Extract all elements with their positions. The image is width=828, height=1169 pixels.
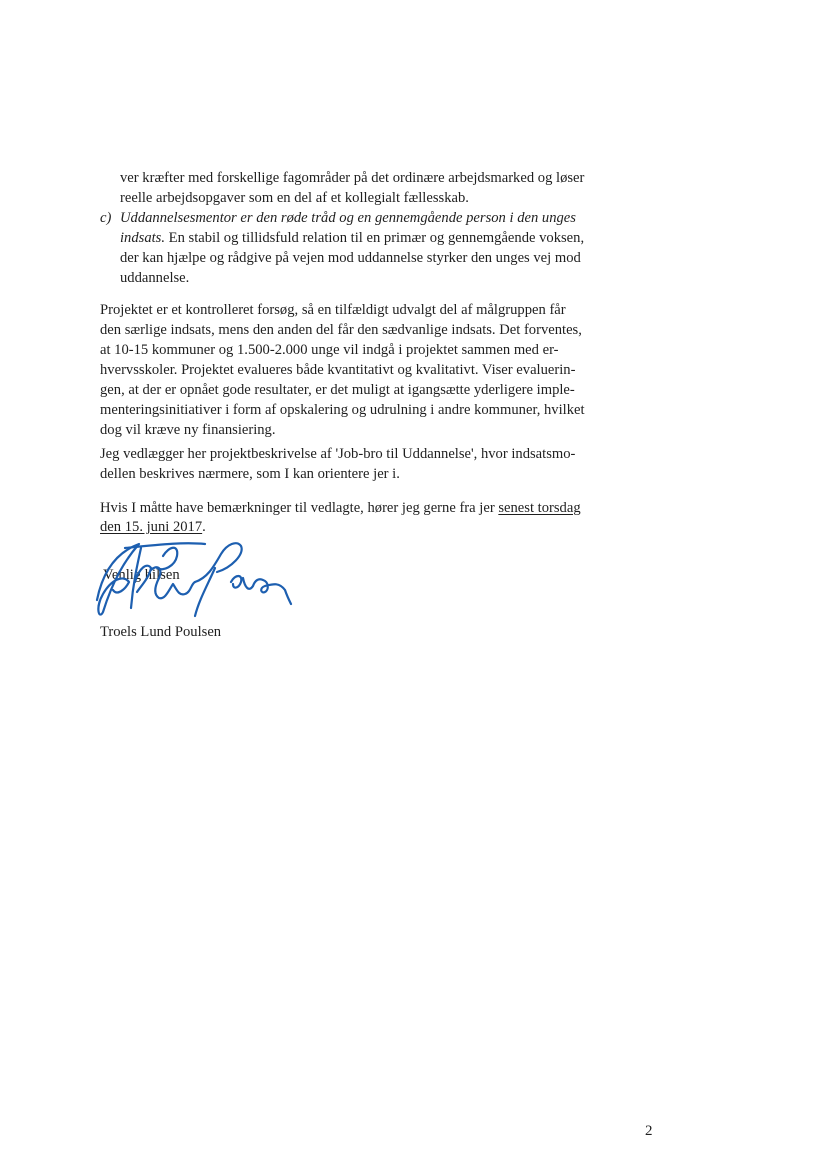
paragraph-project-line: menteringsinitiativer i form af opskalering og udrulning i andre kommuner, hvilket: [100, 402, 585, 418]
item-c-heading: Uddannelsesmentor er den røde tråd og en gennemgående person i den unges: [120, 210, 576, 226]
paragraph-project-line: hvervsskoler. Projektet evalueres både kvantitativt og kvalitativt. Viser evaluerin-: [100, 362, 576, 378]
deadline-date-part-2: den 15. juni 2017: [100, 519, 203, 535]
list-marker-c: c): [100, 210, 112, 226]
paragraph-attachment-line: Jeg vedlægger her projektbeskrivelse af 'Job-bro til Uddannelse', hvor indsatsmo-: [100, 446, 576, 462]
item-c-line-4: uddannelse.: [120, 270, 190, 286]
paragraph-project-line: dog vil kræve ny finansiering.: [100, 422, 276, 438]
list-continuation-line-1: ver kræfter med forskellige fagområder på det ordinære arbejdsmarked og løser: [120, 170, 585, 186]
handwritten-signature: [95, 538, 295, 620]
closing-greeting: Venlig hilsen: [103, 567, 180, 583]
deadline-period: .: [202, 519, 206, 535]
deadline-date-part-1: senest torsdag: [498, 500, 581, 516]
signatory-name: Troels Lund Poulsen: [100, 624, 222, 640]
paragraph-attachment-line: dellen beskrives nærmere, som I kan orientere jer i.: [100, 466, 400, 482]
paragraph-project-line: at 10-15 kommuner og 1.500-2.000 unge vil indgå i projektet sammen med er-: [100, 342, 559, 358]
paragraph-project-line: gen, at der er opnået gode resultater, er det muligt at igangsætte yderligere imple-: [100, 382, 575, 398]
item-c-line-2: [120, 228, 584, 248]
page-number: 2: [645, 1123, 653, 1139]
item-c-heading-end: indsats.: [120, 230, 166, 246]
item-c-line-3: der kan hjælpe og rådgive på vejen mod uddannelse styrker den unges vej mod: [120, 250, 581, 266]
paragraph-project-line: den særlige indsats, mens den anden del får den sædvanlige indsats. Det forventes,: [100, 322, 582, 338]
paragraph-deadline-line-1: [100, 498, 581, 518]
paragraph-deadline-line-2: [100, 517, 206, 537]
paragraph-project-line: Projektet er et kontrolleret forsøg, så en tilfældigt udvalgt del af målgruppen får: [100, 302, 566, 318]
list-continuation-line-2: reelle arbejdsopgaver som en del af et kollegialt fællesskab.: [120, 190, 469, 206]
deadline-text: Hvis I måtte have bemærkninger til vedlagte, hører jeg gerne fra jer: [100, 500, 499, 516]
item-c-line-2-text: En stabil og tillidsfuld relation til en primær og gennemgående voksen,: [168, 230, 585, 246]
